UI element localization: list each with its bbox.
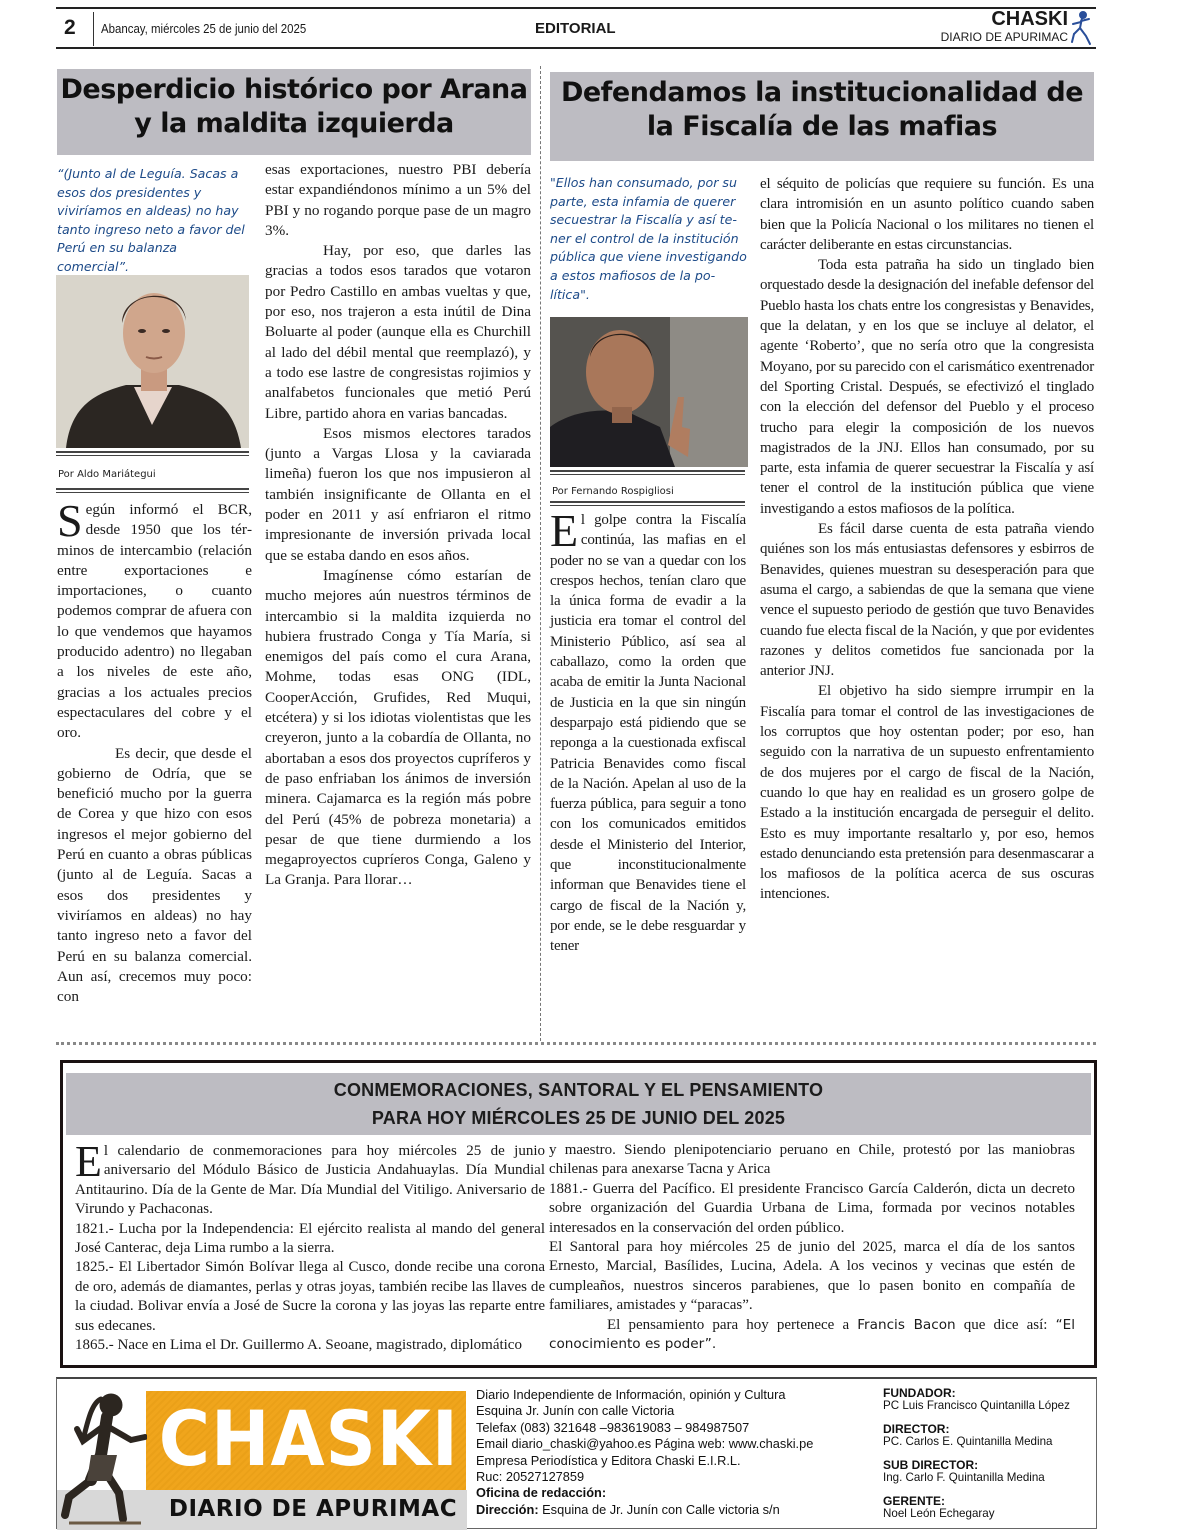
header-bottom-rule [56, 47, 1096, 49]
pull-quote-left: “(Junto al de Leguía. Sacas a esos dos presidentes y viviríamos en aldeas) no hay tanto ingreso neto a favor del Perú en su balanza comercial”. [57, 166, 245, 274]
dropcap: E [550, 505, 578, 556]
byline-left: Por Aldo Mariátegui [58, 469, 156, 480]
staff-name: Noel León Echegaray [883, 1507, 995, 1520]
paragraph: Esos mismos electores tarados (junto a Vargas Llosa y la caviarada limeña) fueron los que nos impusieron al también insignificante de Ollanta en el poder en 2011 y así enfriaron el ritmo impresionante de inversión privada local que se estaba dando en esos años. [265, 424, 531, 564]
thought-intro: El pensamiento para hoy pertenece a [607, 1316, 858, 1333]
headline-left: Desperdicio histórico por Arana y la maldita izquierda [57, 69, 531, 155]
column-divider [540, 66, 541, 1041]
info-line: Email diario_chaski@yahoo.es Página web: www.chaski.pe [476, 1436, 814, 1452]
header-brand-name: CHASKI [991, 8, 1068, 30]
section-title: EDITORIAL [535, 20, 616, 37]
paragraph: El Santoral para hoy miércoles 25 de junio del 2025, marca el día de los santos Ernesto, Marcial, Basílides, Lucina, Adela. A los vecinos y vecinas que estén de cumpleaños, nuestros sinceros parabienes, que lo pasen bonito en compañía de familiares, amistades y “paracas”. [549, 1239, 1075, 1314]
header-divider [93, 12, 94, 46]
commemorations-left-col [75, 1137, 545, 1355]
header-brand-tagline: DIARIO DE APURIMAC [940, 30, 1068, 44]
byline-rule-bottom [56, 488, 249, 493]
byline-rule-top [550, 470, 745, 475]
chaski-runner-icon [61, 1385, 147, 1525]
thought-author: Francis Bacon [857, 1316, 956, 1333]
commemorations-right-col [549, 1141, 1075, 1354]
paragraph: el séquito de policías que requiere su función. Es una clara intromisión en un asunto político cuando saben bien que la Policía Nacional o los militares no tienen el carácter deliberante en estas circunstancias. [760, 176, 1094, 253]
logo-subtitle: DIARIO DE APURIMAC [168, 1496, 458, 1522]
dropcap: S [57, 495, 83, 546]
page-number: 2 [64, 16, 76, 39]
author-photo-left [56, 275, 249, 448]
paragraph: l calendario de conmemoraciones para hoy miércoles 25 de junio aniversario del Módulo Básico de Justicia Andahuaylas. Día Mundial Antitaurino. Día de la Gente de Mar. Día Mundial del Vitiligo. Aniversario de Virundo y Pachaconas. [75, 1143, 545, 1218]
paragraph: 1825.- El Libertador Simón Bolívar llega al Cusco, donde recibe una corona de oro, además de diamantes, perlas y otras joyas, también recibe las llaves de la ciudad. Bolivar envía a José de Sucre la corona y las joyas las reparte entre sus edecanes. [75, 1259, 545, 1334]
staff-role: FUNDADOR: [883, 1386, 956, 1400]
portrait-man-icon [56, 275, 249, 448]
staff-role: SUB DIRECTOR: [883, 1458, 979, 1472]
headline-right: Defendamos la institucionalidad de la Fiscalía de las mafias [550, 72, 1094, 161]
paragraph: esas exportaciones, nuestro PBI debería estar expandiéndonos mínimo a un 5% del PBI y no rogando porque pase de un magro 3%. [265, 161, 531, 239]
address-label: Dirección: [476, 1501, 539, 1517]
paragraph: Toda esta patraña ha sido un tinglado bien orquestado desde la designación del inefable defensor del Pueblo hasta los chats entre los congresistas y Benavides, que la delatan, y en los que se incluye al delator, el agente ‘Roberto’, que no sería otro que la congresista Moyano, por su parecido con el carismático exentrenador del Sporting Cristal. Después, se efectivizó el tinglado con la elección del defensor del Pueblo y el proceso trucho para elegir la composición de los nuevos magistrados de la JNJ. Ellos han consumado, por su parte, esta infamia de querer secuestrar la Fiscalía y así tener el control de la institución pública que viene investigando a estos mafiosos de la política. [760, 257, 1094, 517]
article-right-col1 [550, 505, 746, 957]
paragraph: l golpe contra la Fiscalía continúa, las mafias en el poder no se van a quedar con los crespos hechos, tenían claro que la única forma de evadir a la justicia era tomar el control del Ministerio Público, así sea al caballazo, como la orden que acaba de emitir la Junta Nacional de Justicia en la que sin ningún desparpajo está pidiendo que se reponga a la cuestionada exfiscal Patricia Benavides como fiscal de la Nación. Apelan al uso de la fuerza pública, para seguir a tono con los comunicados emitidos desde el Ministerio del Interior, que inconstitucionalmente informan que Benavides tiene el cargo de fiscal de la Nación y, por ende, se le debe resguardar y tener [550, 512, 746, 955]
paragraph: y maestro. Siendo plenipotenciario peruano en Chile, protestó por las maniobras chilenas para anexarse Tacna y Arica [549, 1142, 1075, 1178]
article-left-col2 [265, 160, 531, 891]
pull-quote-right: "Ellos han consumado, por su parte, esta infamia de querer secuestrar la Fiscalía y así tener el control de la institución pública que viene investigando a estos mafiosos de la política". [550, 175, 747, 302]
staff-list [883, 1387, 1093, 1531]
logo-word: CHASKI [158, 1394, 459, 1483]
portrait-speaker-icon [550, 317, 748, 467]
thought-quote: “El conocimiento es poder”. [549, 1316, 1075, 1353]
paragraph: Es decir, que desde el gobierno de Odría, que se benefició mucho por la guerra de Corea y que hizo con esos ingresos el mejor gobierno del Perú en cuanto a obras públicas (junto al de Leguía. Sacas a esos dos presidentes y viviríamos en aldeas) no hay tanto ingreso neto a favor del Perú en su balanza comercial. Aun así, crecemos muy poco: con [57, 744, 252, 1006]
info-line: Ruc: 20527127859 [476, 1469, 585, 1485]
paragraph: 1865.- Nace en Lima el Dr. Guillermo A. Seoane, magistrado, diplomático [75, 1337, 522, 1354]
info-line: Telefax (083) 321648 –983619083 – 984987507 [476, 1419, 750, 1435]
commemorations-title [66, 1073, 1091, 1135]
section-divider [56, 1042, 1096, 1045]
thought-paragraph [549, 1316, 1075, 1355]
paragraph: Imagínense cómo estarían de mucho mejores aún nuestros términos de intercambio si la maldita izquierda no hubiera frustrado Conga y Tía María, si enemigos del país como el cura Arana, Mohme, todas esas ONG (IDL, CooperAcción, Grufides, Red Muqui, etcétera) y si los idiotas violentistas que les creyeron, junto a la cobardía de Ollanta, no abortaban a esos dos proyectos cupríferos y de paso enfriaban los ánimos de inversión minera. Cajamarca es la región más pobre del Perú (45% de pobreza monetaria) a pesar de que tiene durmiendo a los megaproyectos cupríeros Conga, Galeno y La Granja. Para llorar… [265, 566, 531, 889]
staff-name: Ing. Carlo F. Quintanilla Medina [883, 1471, 1045, 1484]
byline-rule-bottom [550, 501, 745, 506]
address-value: Esquina de Jr. Junín con Calle victoria s/n [538, 1501, 780, 1517]
paragraph: El objetivo ha sido siempre irrumpir en la Fiscalía para tomar el control de las investigaciones de los corruptos que hoy ostentan poder; por eso, han seguido con la narrativa de un supuesto enfrentamiento de dos mujeres por el cargo de fiscal de la Nación, cuando lo que hay en realidad es un grosero golpe de Estado a la institución encargada de perseguir el delito. Esto es muy importante resaltarlo y, por eso, hemos estado denunciando esta pretensión para desenmascarar a los mafiosos de la política acerca de sus oscuras intenciones. [760, 683, 1094, 903]
article-right-col2 [760, 174, 1094, 905]
staff-role: DIRECTOR: [883, 1422, 950, 1436]
logo-block [146, 1391, 466, 1490]
byline-rule-top [56, 451, 249, 456]
paragraph: egún informó el BCR, desde 1950 que los términos de intercambio (relación entre exportaciones e importaciones, o cuanto podemos comprar de afuera con lo que vendemos que hayamos producido adentro) no llegaban a los niveles de este año, gracias a los actuales precios espectaculares del cobre y el oro. [57, 501, 252, 742]
staff-name: PC Luis Francisco Quintanilla López [883, 1399, 1070, 1412]
commemorations-title-line2: PARA HOY MIÉRCOLES 25 DE JUNIO DEL 2025 [371, 1108, 786, 1128]
dateline: Abancay, miércoles 25 de junio del 2025 [101, 21, 307, 36]
commemorations-title-line1: CONMEMORACIONES, SANTORAL Y EL PENSAMIENTO [333, 1080, 824, 1100]
info-line: Empresa Periodística y Editora Chaski E.I.R.L. [476, 1452, 741, 1468]
thought-mid: que dice así: [955, 1316, 1056, 1333]
publisher-info [476, 1387, 886, 1518]
staff-name: PC. Carlos E. Quintanilla Medina [883, 1435, 1053, 1448]
chaski-runner-icon [1070, 10, 1094, 46]
commemorations-box [60, 1060, 1097, 1368]
paragraph: Es fácil darse cuenta de esta patraña viendo quiénes son los más entusiastas defensores y esbirros de Benavides, quienes muestran su desesperación para que asuma el cargo, a sabiendas de que la semana que viene vence el supuesto periodo de gestión que tuvo Benavides cuando fue electa fiscal de la Nación, y que por evidentes razones y delitos cometidos fue sancionada por la anterior JNJ. [760, 521, 1094, 680]
header-brand [941, 9, 1068, 43]
paragraph: Hay, por eso, que darles las gracias a todos esos tarados que votaron por Pedro Castillo en ambas vueltas y que, por eso, nos trajeron a esta inútil de Dina Boluarte al poder (aunque ella es Churchill al lado del débil mental que reemplazó), y a todo ese lastre de congresistas rojimios y analfabetos funcionales que metió Perú Libre, partido ahora en varias bancadas. [265, 242, 531, 422]
author-photo-right [550, 317, 748, 467]
dropcap: E [75, 1137, 102, 1186]
address-line [476, 1502, 886, 1518]
info-line: Diario Independiente de Información, opinión y Cultura [476, 1387, 786, 1402]
paragraph: 1821.- Lucha por la Independencia: El ejército realista al mando del general José Canterac, deja Lima rumbo a la sierra. [75, 1220, 545, 1257]
masthead-footer [56, 1377, 1097, 1529]
staff-role: GERENTE: [883, 1494, 946, 1508]
article-left-col1 [57, 495, 252, 1007]
paragraph: 1881.- Guerra del Pacífico. El presidente Francisco García Calderón, dicta un decreto sobre organización del Guardia Urbana de Lima, formada por vecinos notables interesados en la conservación del orden público. [549, 1180, 1075, 1236]
office-label: Oficina de redacción: [476, 1485, 607, 1501]
byline-right: Por Fernando Rospigliosi [552, 486, 674, 497]
info-line: Esquina Jr. Junín con calle Victoria [476, 1403, 675, 1419]
